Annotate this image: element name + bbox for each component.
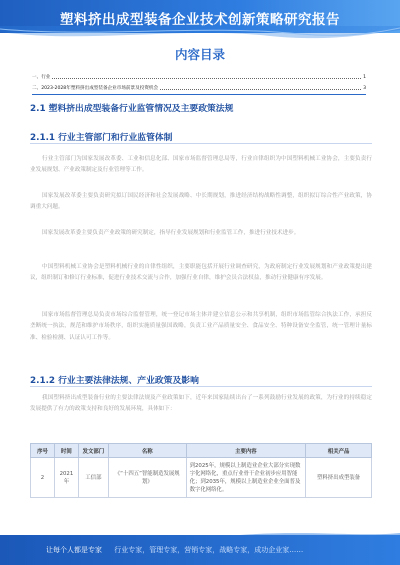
paragraph: 中国塑料机械工业协会是塑料机械行业的自律性组织，主要职能包括开展行业调查研究，为政府制定行业发展规划和产业政策提出建议，组织制订和修订行业标准，促进行业技术交流与合作，加强行业自律，维护会员合法权益，推动行业健康有序发展。	[30, 264, 372, 282]
table-row	[31, 458, 372, 498]
report-title: 塑料挤出成型装备企业技术创新策略研究报告	[60, 12, 340, 28]
cell-name: 《“十四五”智能制造发展规划》	[108, 458, 186, 498]
section-heading: 2.1 塑料挤出成型装备行业监管情况及主要政策法规	[30, 104, 234, 114]
footer-roles: 行业专家，管理专家，营销专家，战略专家，成功企业家……	[114, 546, 304, 554]
toc-entry[interactable]	[32, 85, 366, 91]
paragraph: 我国塑料挤出成型装备行业的主要法律法规及产业政策如下，近年来国家陆续出台了一系列鼓励行业发展的政策，为行业的持续稳定发展提供了有力的政策支持和良好的发展环境，具体如下：	[30, 395, 372, 413]
paragraph: 国家发展改革委主要负责产业政策的研究制定，指导行业发展规划和行业监管工作，推进行业技术进步。	[42, 230, 300, 236]
table-header-row	[31, 444, 372, 458]
toc-entry[interactable]	[32, 74, 366, 80]
toc-title: 内容目录	[174, 47, 225, 62]
heading-rule	[30, 143, 372, 144]
paragraph: 国家发展改革委主要负责研究拟订国民经济和社会发展战略、中长期规划，推进经济结构战略性调整，组织拟订综合性产业政策，协调重大问题。	[30, 193, 372, 211]
column-header: 发文部门	[78, 444, 108, 458]
footer-slogan-text: 让每个人都是专家	[46, 546, 102, 554]
cell-product: 塑料挤出成型装备	[306, 458, 372, 498]
cell-dept: 工信部	[78, 458, 108, 498]
header-wave-decoration	[0, 26, 400, 42]
cell-no: 2	[31, 458, 55, 498]
heading-rule	[30, 386, 372, 387]
subsection-heading: 2.1.2 行业主要法律法规、产业政策及影响	[30, 376, 199, 386]
column-header: 名称	[108, 444, 186, 458]
toc-leader	[160, 89, 361, 90]
column-header: 序号	[31, 444, 55, 458]
toc-divider	[32, 94, 366, 95]
column-header: 相关产品	[306, 444, 372, 458]
column-header: 时间	[54, 444, 78, 458]
toc-entry-page: 1	[363, 75, 366, 80]
policy-table	[30, 443, 372, 498]
paragraph: 国家市场监督管理总局负责市场综合监督管理，统一登记市场主体并建立信息公示和共享机制，组织市场监管综合执法工作，承担反垄断统一执法，规范和维护市场秩序，组织实施质量强国战略，负责工业产品质量安全、食品安全、特种设备安全监管，统一管理计量标准、检验检测、认证认可工作等。	[30, 312, 372, 341]
subsection-heading: 2.1.1 行业主管部门和行业监管体制	[30, 133, 173, 143]
column-header: 主要内容	[186, 444, 306, 458]
footer-slogan	[46, 545, 303, 555]
toc-entry-label: 二、2023-2028年塑料挤出成型装备企业市场前景及投资机会	[32, 86, 159, 91]
toc-leader	[52, 78, 361, 79]
cell-content: 到2025年，规模以上制造业企业大部分实现数字化网络化，重点行业骨干企业初步应用智能化；到2035年，规模以上制造业企业全面普及数字化网络化。	[186, 458, 306, 498]
cell-time: 2021年	[54, 458, 78, 498]
footer-banner	[0, 535, 400, 565]
toc-entry-label: 一、行业	[32, 75, 51, 80]
paragraph: 行业主管部门为国家发展改革委、工业和信息化部、国家市场监督管理总局等，行业自律组织为中国塑料机械工业协会，主要负责行业发展规划、产业政策制定及行业管理等工作。	[30, 156, 372, 174]
toc-entry-page: 3	[363, 86, 366, 91]
